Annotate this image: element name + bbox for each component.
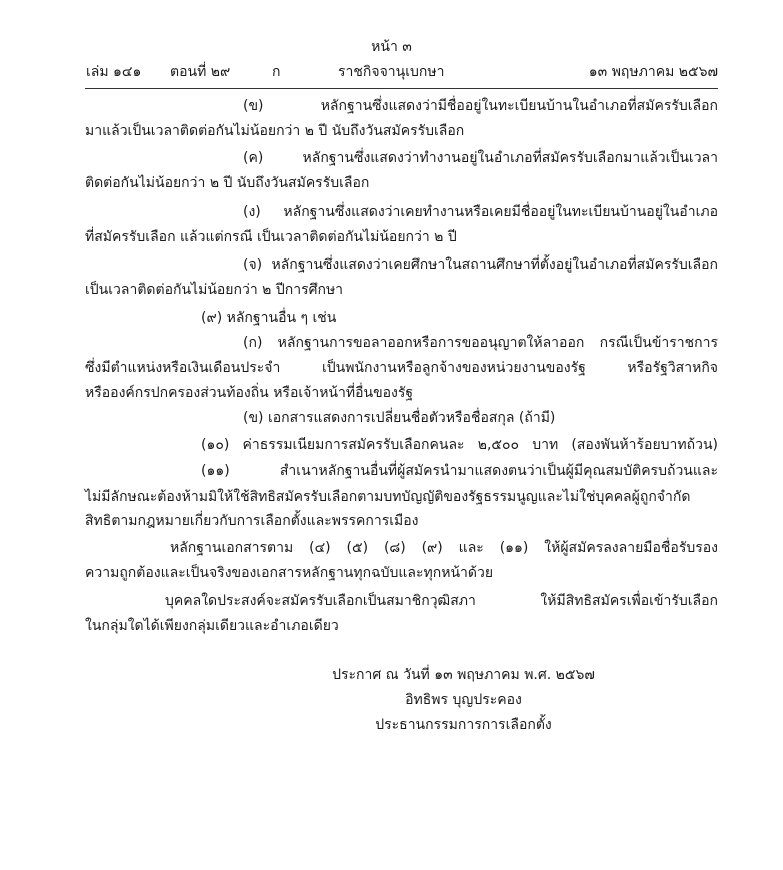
- body-line: ที่สมัครรับเลือก แล้วแต่กรณี เป็นเวลาติดต่อกันไม่น้อยกว่า ๒ ปี: [85, 229, 457, 245]
- body-line: (จ) หลักฐานซึ่งแสดงว่าเคยศึกษาในสถานศึกษาที่ตั้งอยู่ในอำเภอที่สมัครรับเลือก: [243, 257, 718, 273]
- section: ก: [272, 64, 281, 80]
- issue: ตอนที่ ๒๙: [170, 64, 231, 80]
- body-line: (๑๐) ค่าธรรมเนียมการสมัครรับเลือกคนละ ๒,๕๐๐ บาท (สองพันห้าร้อยบาทถ้วน): [201, 437, 718, 453]
- body-line: (ค) หลักฐานซึ่งแสดงว่าทำงานอยู่ในอำเภอที่สมัครรับเลือกมาแล้วเป็นเวลา: [243, 150, 718, 166]
- header-divider: [85, 88, 718, 89]
- body-line: หลักฐานเอกสารตาม (๔) (๕) (๘) (๙) และ (๑๑) ให้ผู้สมัครลงลายมือชื่อรับรอง: [170, 540, 718, 556]
- body-line: ในกลุ่มใดได้เพียงกลุ่มเดียวและอำเภอเดียว: [85, 618, 339, 634]
- signatory-position: ประธานกรรมการการเลือกตั้ง: [375, 717, 552, 733]
- body-line: สิทธิตามกฎหมายเกี่ยวกับการเลือกตั้งและพรรคการเมือง: [85, 513, 419, 529]
- body-line: บุคคลใดประสงค์จะสมัครรับเลือกเป็นสมาชิกวุฒิสภา ให้มีสิทธิสมัครเพื่อเข้ารับเลือก: [165, 593, 718, 609]
- publication-date: ๑๓ พฤษภาคม ๒๕๖๗: [588, 64, 718, 80]
- body-line: ไม่มีลักษณะต้องห้ามมิให้ใช้สิทธิสมัครรับเลือกตามบทบัญญัติของรัฐธรรมนูญและไม่ใช่บุคคลผู้ถูกจำกัด: [85, 489, 691, 505]
- announcement-date: ประกาศ ณ วันที่ ๑๓ พฤษภาคม พ.ศ. ๒๕๖๗: [332, 667, 595, 683]
- body-line: (๑๑) สำเนาหลักฐานอื่นที่ผู้สมัครนำมาแสดงตนว่าเป็นผู้มีคุณสมบัติครบถ้วนและ: [201, 463, 718, 479]
- body-line: (ก) หลักฐานการขอลาออกหรือการขออนุญาตให้ลาออก กรณีเป็นข้าราชการ: [243, 335, 718, 351]
- publication-name: ราชกิจจานุเบกษา: [338, 64, 445, 80]
- body-line: (๙) หลักฐานอื่น ๆ เช่น: [201, 310, 337, 326]
- body-line: ความถูกต้องและเป็นจริงของเอกสารหลักฐานทุกฉบับและทุกหน้าด้วย: [85, 565, 494, 581]
- body-line: ติดต่อกันไม่น้อยกว่า ๒ ปี นับถึงวันสมัครรับเลือก: [85, 175, 370, 191]
- body-line: เป็นเวลาติดต่อกันไม่น้อยกว่า ๒ ปีการศึกษา: [85, 282, 344, 298]
- body-line: หรือองค์กรปกครองส่วนท้องถิ่น หรือเจ้าหน้าที่อื่นของรัฐ: [85, 385, 414, 401]
- body-line: (ง) หลักฐานซึ่งแสดงว่าเคยทำงานหรือเคยมีชื่ออยู่ในทะเบียนบ้านอยู่ในอำเภอ: [243, 204, 718, 220]
- body-line: ซึ่งมีตำแหน่งหรือเงินเดือนประจำ เป็นพนักงานหรือลูกจ้างของหน่วยงานของรัฐ หรือรัฐวิสาหกิจ: [85, 360, 718, 376]
- volume: เล่ม ๑๔๑: [86, 64, 142, 80]
- page-number: หน้า ๓: [371, 39, 412, 55]
- signatory-name: อิทธิพร บุญประคอง: [405, 692, 522, 708]
- body-line: (ข) เอกสารแสดงการเปลี่ยนชื่อตัวหรือชื่อสกุล (ถ้ามี): [243, 410, 556, 426]
- body-line: (ข) หลักฐานซึ่งแสดงว่ามีชื่ออยู่ในทะเบียนบ้านในอำเภอที่สมัครรับเลือก: [243, 98, 718, 114]
- body-line: มาแล้วเป็นเวลาติดต่อกันไม่น้อยกว่า ๒ ปี นับถึงวันสมัครรับเลือก: [85, 123, 465, 139]
